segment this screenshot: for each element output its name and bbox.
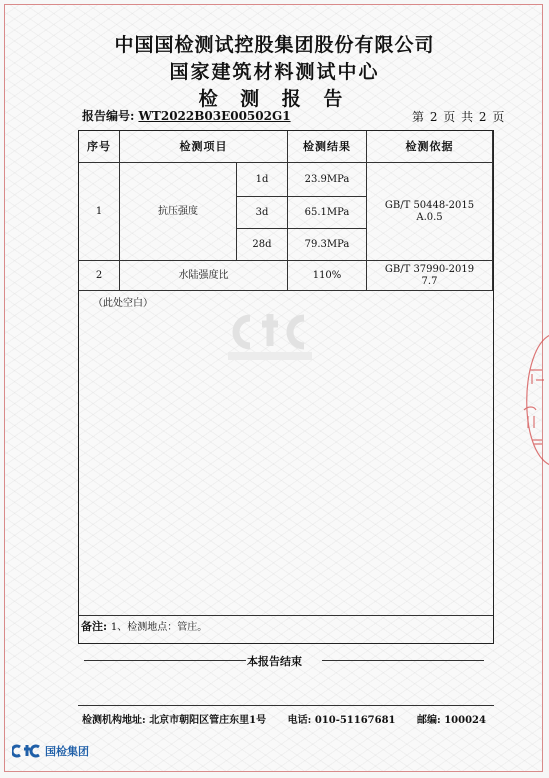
end-divider-right [322, 660, 484, 661]
row2-basis-clause: 7.7 [421, 275, 438, 287]
postcode: 100024 [444, 715, 486, 726]
ctc-logo-icon [12, 744, 42, 758]
header-index: 序号 [87, 139, 111, 153]
report-number-row [82, 107, 291, 124]
row1-basis-standard: GB/T 50448-2015 [384, 199, 475, 211]
row1-index: 1 [95, 205, 103, 217]
phone: 010-51167681 [314, 715, 396, 726]
header-result: 检测结果 [303, 139, 351, 153]
blank-note: （此处空白） [93, 298, 153, 309]
row2-basis-standard: GB/T 37990-2019 [384, 263, 475, 275]
official-seal-stamp [510, 330, 549, 470]
ctc-logo [12, 741, 89, 761]
row1-age-28d: 28d [252, 238, 272, 250]
row1-basis [367, 163, 492, 260]
row1-result-28d: 79.3MPa [304, 238, 350, 250]
row2-basis [367, 261, 492, 290]
brand-name: 国检集团 [45, 746, 89, 758]
report-number-label: 报告编号: [82, 109, 135, 123]
row1-result-3d: 65.1MPa [304, 206, 350, 218]
header-item: 检测项目 [179, 139, 228, 153]
row1-age-1d: 1d [255, 173, 269, 185]
header-basis: 检测依据 [405, 139, 454, 153]
row1-item: 抗压强度 [158, 205, 198, 217]
footer-contact [82, 711, 486, 726]
remarks-text: 1、检测地点：管庄。 [110, 622, 208, 633]
row1-basis-clause: A.0.5 [416, 211, 443, 223]
address-label: 检测机构地址: [82, 715, 146, 726]
page-info: 第 2 页 共 2 页 [412, 110, 506, 124]
footer-divider [78, 705, 494, 706]
row2-item: 水陆强度比 [178, 269, 229, 281]
row1-result-1d: 23.9MPa [304, 173, 350, 185]
row2-result: 110% [312, 269, 342, 281]
report-number: WT2022B03E00502G1 [138, 109, 291, 123]
results-table [78, 130, 494, 644]
remarks [81, 618, 207, 634]
address: 北京市朝阳区管庄东里1号 [149, 715, 267, 726]
postcode-label: 邮编: [417, 715, 441, 726]
row2-index: 2 [95, 269, 103, 281]
end-of-report: 本报告结束 [247, 655, 302, 668]
row1-age-3d: 3d [255, 206, 269, 218]
document-title: 检 测 报 告 [198, 88, 351, 110]
organization-name: 中国国检测试控股集团股份有限公司 [114, 34, 435, 56]
remarks-label: 备注: [81, 620, 108, 633]
phone-label: 电话: [287, 715, 312, 726]
center-name: 国家建筑材料测试中心 [169, 61, 380, 83]
